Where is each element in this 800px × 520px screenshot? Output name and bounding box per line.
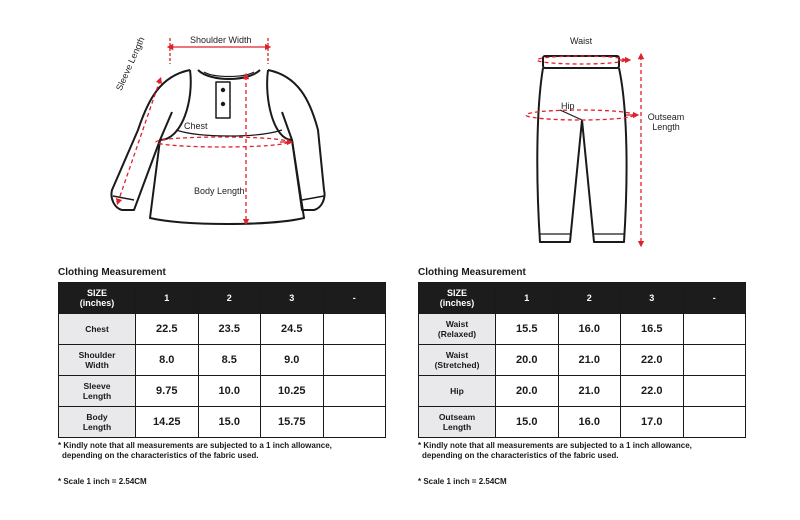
shirt-left-cuff — [113, 196, 134, 200]
allowance-note — [418, 441, 746, 461]
table-cell: 22.0 — [621, 345, 684, 376]
table-row — [419, 407, 746, 438]
label-hip: Hip — [561, 101, 575, 111]
table-cell: 21.0 — [558, 345, 621, 376]
shirt-placket — [216, 82, 230, 118]
table-cell — [683, 345, 746, 376]
table-cell: 8.0 — [136, 345, 199, 376]
table-header-row — [419, 283, 746, 314]
label-outseam-line1: Outseam — [647, 112, 685, 122]
section-title: Clothing Measurement — [418, 267, 526, 278]
size-header-line1: SIZE — [86, 288, 107, 298]
table-cell: 21.0 — [558, 376, 621, 407]
top-measurement-section — [58, 266, 386, 486]
row-label-line: (Stretched) — [434, 360, 480, 370]
table-cell: 14.25 — [136, 407, 199, 438]
row-label — [419, 376, 496, 407]
shirt-collar-inner — [204, 72, 254, 77]
size-header — [59, 283, 136, 314]
size-column-header: 3 — [621, 283, 684, 314]
label-body-length: Body Length — [194, 186, 245, 196]
label-outseam-line2: Length — [652, 122, 680, 132]
size-column-header: - — [323, 283, 386, 314]
row-label — [419, 345, 496, 376]
allowance-note — [58, 441, 386, 461]
size-header-line1: SIZE — [446, 288, 467, 298]
size-column-header: 2 — [198, 283, 261, 314]
table-cell: 20.0 — [496, 345, 559, 376]
allowance-note-line2: depending on the characteristics of the fabric used. — [62, 451, 259, 460]
table-cell — [323, 345, 386, 376]
shirt-collar — [198, 70, 260, 79]
table-cell: 24.5 — [261, 314, 324, 345]
table-cell: 17.0 — [621, 407, 684, 438]
label-shoulder-width: Shoulder Width — [190, 35, 252, 45]
bottom-measurement-table — [418, 282, 746, 438]
size-header-line2: (inches) — [79, 298, 115, 308]
table-cell — [683, 376, 746, 407]
row-label-line: Sleeve — [83, 381, 111, 391]
chest-measure-ellipse — [156, 137, 288, 147]
table-cell: 9.75 — [136, 376, 199, 407]
row-label — [59, 376, 136, 407]
size-column-header: 1 — [136, 283, 199, 314]
pants-crotch — [560, 110, 582, 120]
row-label-line: Width — [85, 360, 109, 370]
label-waist: Waist — [570, 36, 593, 46]
row-label-line: Shoulder — [78, 350, 116, 360]
table-cell: 15.0 — [496, 407, 559, 438]
shirt-right-sleeve — [268, 70, 325, 210]
table-cell: 16.0 — [558, 407, 621, 438]
table-cell: 22.5 — [136, 314, 199, 345]
row-label-line: Body — [86, 412, 108, 422]
row-label — [59, 407, 136, 438]
pants-drawing — [537, 56, 626, 242]
size-column-header: 3 — [261, 283, 324, 314]
table-cell: 10.0 — [198, 376, 261, 407]
scale-note: * Scale 1 inch = 2.54CM — [418, 477, 507, 486]
allowance-note-line1: * Kindly note that all measurements are subjected to a 1 inch allowance, — [58, 441, 332, 450]
table-cell — [323, 407, 386, 438]
table-row — [419, 314, 746, 345]
row-label — [419, 407, 496, 438]
allowance-note-line1: * Kindly note that all measurements are subjected to a 1 inch allowance, — [418, 441, 692, 450]
table-cell — [323, 376, 386, 407]
table-cell: 15.0 — [198, 407, 261, 438]
table-cell — [683, 314, 746, 345]
row-label — [419, 314, 496, 345]
row-label-line: Length — [442, 422, 472, 432]
row-label-line: Waist — [445, 319, 469, 329]
size-column-header: 1 — [496, 283, 559, 314]
row-label-line: Hip — [450, 386, 464, 396]
row-label — [59, 345, 136, 376]
table-cell: 20.0 — [496, 376, 559, 407]
table-row — [419, 345, 746, 376]
size-column-header: 2 — [558, 283, 621, 314]
pants-measure-lines — [526, 56, 641, 244]
shirt-right-cuff — [302, 196, 324, 200]
row-label-line: Waist — [445, 350, 469, 360]
pants-left-leg — [537, 68, 582, 242]
row-label-line: Length — [82, 391, 112, 401]
allowance-note-line2: depending on the characteristics of the fabric used. — [422, 451, 619, 460]
table-cell: 15.5 — [496, 314, 559, 345]
table-row — [59, 314, 386, 345]
table-cell: 10.25 — [261, 376, 324, 407]
row-label-line: (Relaxed) — [437, 329, 477, 339]
table-row — [59, 407, 386, 438]
table-cell: 9.0 — [261, 345, 324, 376]
label-chest: Chest — [184, 121, 208, 131]
table-row — [59, 376, 386, 407]
table-cell: 8.5 — [198, 345, 261, 376]
size-header-line2: (inches) — [439, 298, 475, 308]
table-header-row — [59, 283, 386, 314]
row-label-line: Chest — [85, 324, 109, 334]
size-column-header: - — [683, 283, 746, 314]
row-label-line: Length — [82, 422, 112, 432]
table-cell — [683, 407, 746, 438]
pants-waistband — [543, 56, 619, 68]
shirt-button-2 — [221, 102, 225, 106]
table-cell: 22.0 — [621, 376, 684, 407]
row-label — [59, 314, 136, 345]
size-header — [419, 283, 496, 314]
table-cell: 23.5 — [198, 314, 261, 345]
table-cell: 15.75 — [261, 407, 324, 438]
label-sleeve-length: Sleeve Length — [114, 35, 147, 93]
section-title: Clothing Measurement — [58, 267, 166, 278]
pants-right-leg — [582, 68, 627, 242]
table-cell — [323, 314, 386, 345]
bottom-measurement-section — [418, 266, 746, 486]
shirt-button-1 — [221, 88, 225, 92]
top-measurement-table — [58, 282, 386, 438]
table-cell: 16.5 — [621, 314, 684, 345]
table-row — [419, 376, 746, 407]
row-label-line: Outseam — [438, 412, 476, 422]
table-cell: 16.0 — [558, 314, 621, 345]
label-outseam-length — [646, 112, 686, 132]
scale-note: * Scale 1 inch = 2.54CM — [58, 477, 147, 486]
waist-measure-ellipse — [537, 56, 625, 64]
shirt-body — [150, 70, 304, 224]
table-row — [59, 345, 386, 376]
